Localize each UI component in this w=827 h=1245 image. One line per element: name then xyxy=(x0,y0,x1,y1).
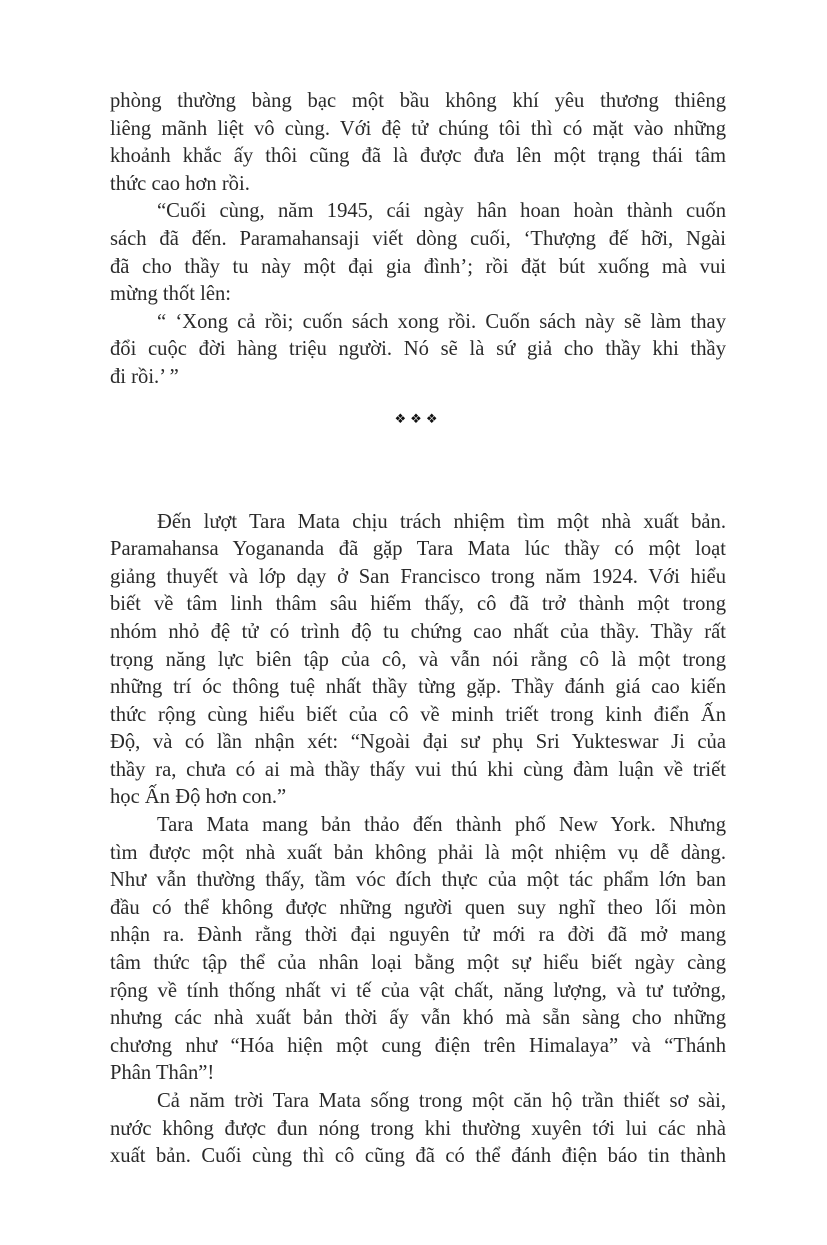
section-gap xyxy=(110,462,726,509)
text-line: phòng thường bàng bạc một bầu không khí yêu thương thiêng xyxy=(110,90,726,112)
book-page xyxy=(110,88,726,1171)
text-line: Cả năm trời Tara Mata sống trong một căn hộ trần thiết sơ sài, xyxy=(157,1090,726,1112)
text-line: nhóm nhỏ đệ tử có trình độ tu chứng cao nhất của thầy. Thầy rất xyxy=(110,620,726,643)
text-line: trọng năng lực biên tập của cô, và vẫn nói rằng cô là một trong xyxy=(110,648,726,671)
text-line: Phân Thân”! xyxy=(110,1062,215,1085)
text-line: nước không được đun nóng trong khi thường xuyên tới lui các nhà xyxy=(110,1117,726,1140)
text-line: nhận ra. Đành rằng thời đại nguyên tử mới ra đời đã mở mang xyxy=(110,924,726,947)
text-line: thức rộng cùng hiểu biết của cô về minh triết trong kinh điển Ấn xyxy=(110,703,726,726)
text-line: nhưng các nhà xuất bản thời ấy vẫn khó mà sẵn sàng cho những xyxy=(110,1007,726,1030)
paragraph-new-york xyxy=(110,812,726,1088)
text-line: khoảnh khắc ấy thôi cũng đã là được đưa lên một trạng thái tâm xyxy=(110,145,726,168)
text-line: rộng về tính thống nhất vi tế của vật chất, năng lượng, và tư tưởng, xyxy=(110,979,726,1002)
text-line: “Cuối cùng, năm 1945, cái ngày hân hoan hoàn thành cuốn xyxy=(157,200,726,223)
text-line: xuất bản. Cuối cùng thì cô cũng đã có thể đánh điện báo tin thành xyxy=(110,1145,726,1168)
paragraph-tara-mata-intro xyxy=(110,509,726,813)
text-line: Độ, và có lần nhận xét: “Ngoài đại sư phụ Sri Yukteswar Ji của xyxy=(110,731,726,754)
section-divider xyxy=(110,410,726,462)
text-line: giảng thuyết và lớp dạy ở San Francisco trong năm 1924. Với hiểu xyxy=(110,565,726,588)
paragraph-apartment xyxy=(110,1088,726,1171)
diamond-ornament-icon: ❖❖❖ xyxy=(394,411,442,427)
paragraph-quote-finished xyxy=(110,309,726,392)
text-line: “ ‘Xong cả rồi; cuốn sách xong rồi. Cuốn sách này sẽ làm thay xyxy=(157,310,726,333)
text-line: thức cao hơn rồi. xyxy=(110,172,250,195)
text-line: chương như “Hóa hiện một cung điện trên Himalaya” và “Thánh xyxy=(110,1034,726,1057)
text-line: học Ấn Độ hơn con.” xyxy=(110,786,287,809)
text-line: thầy ra, chưa có ai mà thầy thấy vui thú khi cùng đàm luận về triết xyxy=(110,758,726,781)
text-line: biết về tâm linh thâm sâu hiếm thấy, cô đã trở thành một trong xyxy=(110,593,726,616)
text-line: đổi cuộc đời hàng triệu người. Nó sẽ là sứ giả cho thầy khi thầy xyxy=(110,338,726,361)
text-line: Tara Mata mang bản thảo đến thành phố New York. Nhưng xyxy=(157,814,726,837)
text-line: sách đã đến. Paramahansaji viết dòng cuối, ‘Thượng đế hỡi, Ngài xyxy=(110,227,726,250)
text-line: đã cho thầy tu này một đại gia đình’; rồi đặt bút xuống mà vui xyxy=(110,255,726,278)
text-line: Paramahansa Yogananda đã gặp Tara Mata lúc thầy có một loạt xyxy=(110,538,726,561)
text-line: liêng mãnh liệt vô cùng. Với đệ tử chúng tôi thì có mặt vào những xyxy=(110,117,726,140)
text-line: đầu có thể không được những người quen suy nghĩ theo lối mòn xyxy=(110,896,726,919)
text-line: Như vẫn thường thấy, tầm vóc đích thực của một tác phẩm lớn ban xyxy=(110,869,726,892)
paragraph-continuation xyxy=(110,88,726,198)
text-line: tâm thức tập thể của nhân loại bằng một sự hiểu biết ngày càng xyxy=(110,952,726,975)
paragraph-quote-1945 xyxy=(110,198,726,308)
text-line: đi rồi.’ ” xyxy=(110,365,179,388)
text-line: những trí óc thông tuệ nhất thầy từng gặp. Thầy đánh giá cao kiến xyxy=(110,676,726,699)
text-line: tìm được một nhà xuất bản không phải là một nhiệm vụ dễ dàng. xyxy=(110,841,726,864)
text-line: mừng thốt lên: xyxy=(110,283,231,306)
text-line: Đến lượt Tara Mata chịu trách nhiệm tìm một nhà xuất bản. xyxy=(157,510,726,533)
